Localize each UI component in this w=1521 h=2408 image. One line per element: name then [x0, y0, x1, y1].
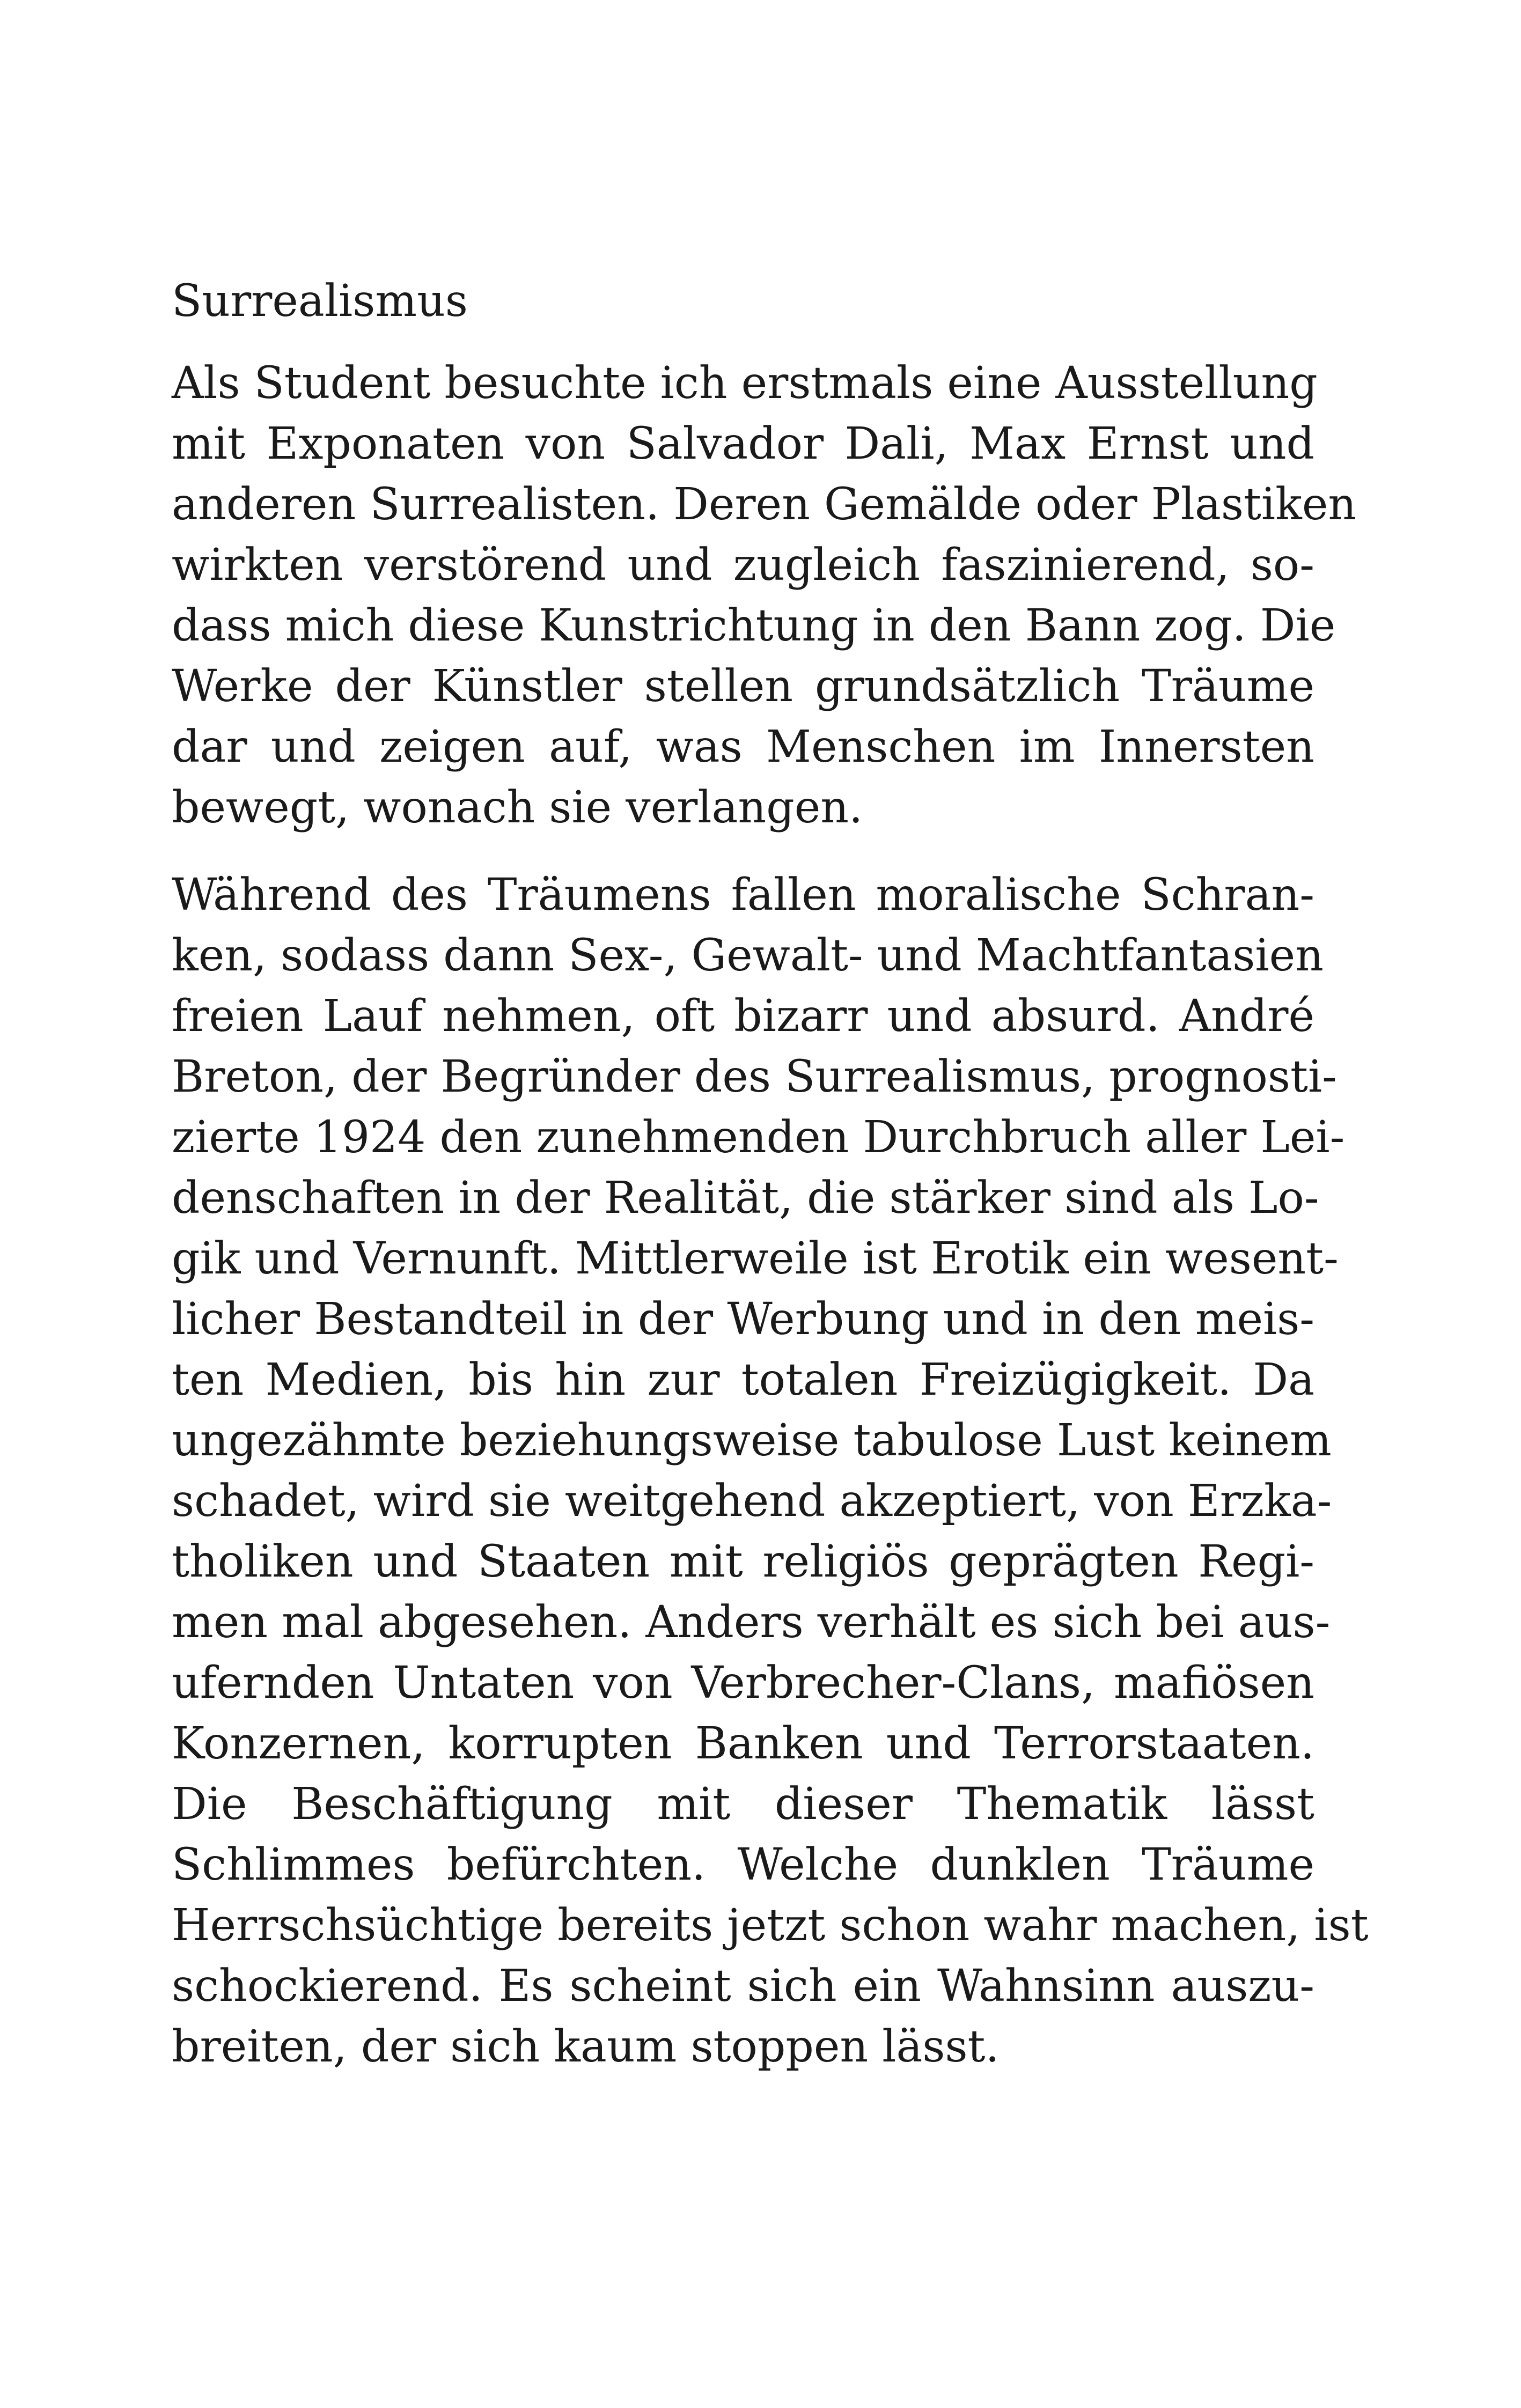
paragraph-1 [172, 353, 1357, 838]
text-line: Schlimmes befürchten. Welche dunklen Träume [172, 1839, 1314, 1890]
paragraph-2 [172, 865, 1369, 2077]
text-line: Herrschsüchtige bereits jetzt schon wahr machen, ist [172, 1900, 1369, 1951]
text-line: ten Medien, bis hin zur totalen Freizügigkeit. Da [172, 1354, 1314, 1405]
text-line: licher Bestandteil in der Werbung und in den meis- [172, 1294, 1314, 1345]
text-line: denschaften in der Realität, die stärker sind als Lo- [172, 1173, 1319, 1224]
text-line: freien Lauf nehmen, oft bizarr und absurd. André [172, 991, 1314, 1042]
text-block [172, 271, 1369, 2104]
text-line: dass mich diese Kunstrichtung in den Bann zog. Die [172, 600, 1336, 651]
text-line: schockierend. Es scheint sich ein Wahnsinn auszu- [172, 1961, 1314, 2012]
text-line: bewegt, wonach sie verlangen. [172, 782, 863, 833]
text-line: zierte 1924 den zunehmenden Durchbruch aller Lei- [172, 1112, 1345, 1163]
text-line: Konzernen, korrupten Banken und Terrorstaaten. [172, 1718, 1314, 1769]
text-line: breiten, der sich kaum stoppen lässt. [172, 2021, 1000, 2072]
text-line: ken, sodass dann Sex-, Gewalt- und Machtfantasien [172, 930, 1324, 981]
text-line: mit Exponaten von Salvador Dali, Max Ernst und [172, 418, 1314, 469]
text-line: gik und Vernunft. Mittlerweile ist Erotik ein wesent- [172, 1233, 1339, 1284]
text-line: Breton, der Begründer des Surrealismus, prognosti- [172, 1051, 1337, 1102]
text-line: wirkten verstörend und zugleich faszinierend, so- [172, 540, 1314, 591]
text-line: ufernden Untaten von Verbrecher-Clans, mafiösen [172, 1658, 1314, 1709]
text-line: men mal abgesehen. Anders verhält es sich bei aus- [172, 1597, 1331, 1648]
text-line: Die Beschäftigung mit dieser Thematik lässt [172, 1779, 1314, 1830]
text-line: schadet, wird sie weitgehend akzeptiert, von Erzka- [172, 1476, 1332, 1527]
text-line: Während des Träumens fallen moralische Schran- [172, 870, 1314, 921]
text-line: Als Student besuchte ich erstmals eine Ausstellung [172, 358, 1318, 409]
text-line: ungezähmte beziehungsweise tabulose Lust keinem [172, 1415, 1332, 1466]
chapter-heading: Surrealismus [172, 276, 468, 327]
text-line: anderen Surrealisten. Deren Gemälde oder Plastiken [172, 479, 1357, 530]
text-line: dar und zeigen auf, was Menschen im Innersten [172, 721, 1314, 772]
text-line: Werke der Künstler stellen grundsätzlich Träume [172, 661, 1314, 712]
text-line: tholiken und Staaten mit religiös geprägten Regi- [172, 1536, 1314, 1587]
